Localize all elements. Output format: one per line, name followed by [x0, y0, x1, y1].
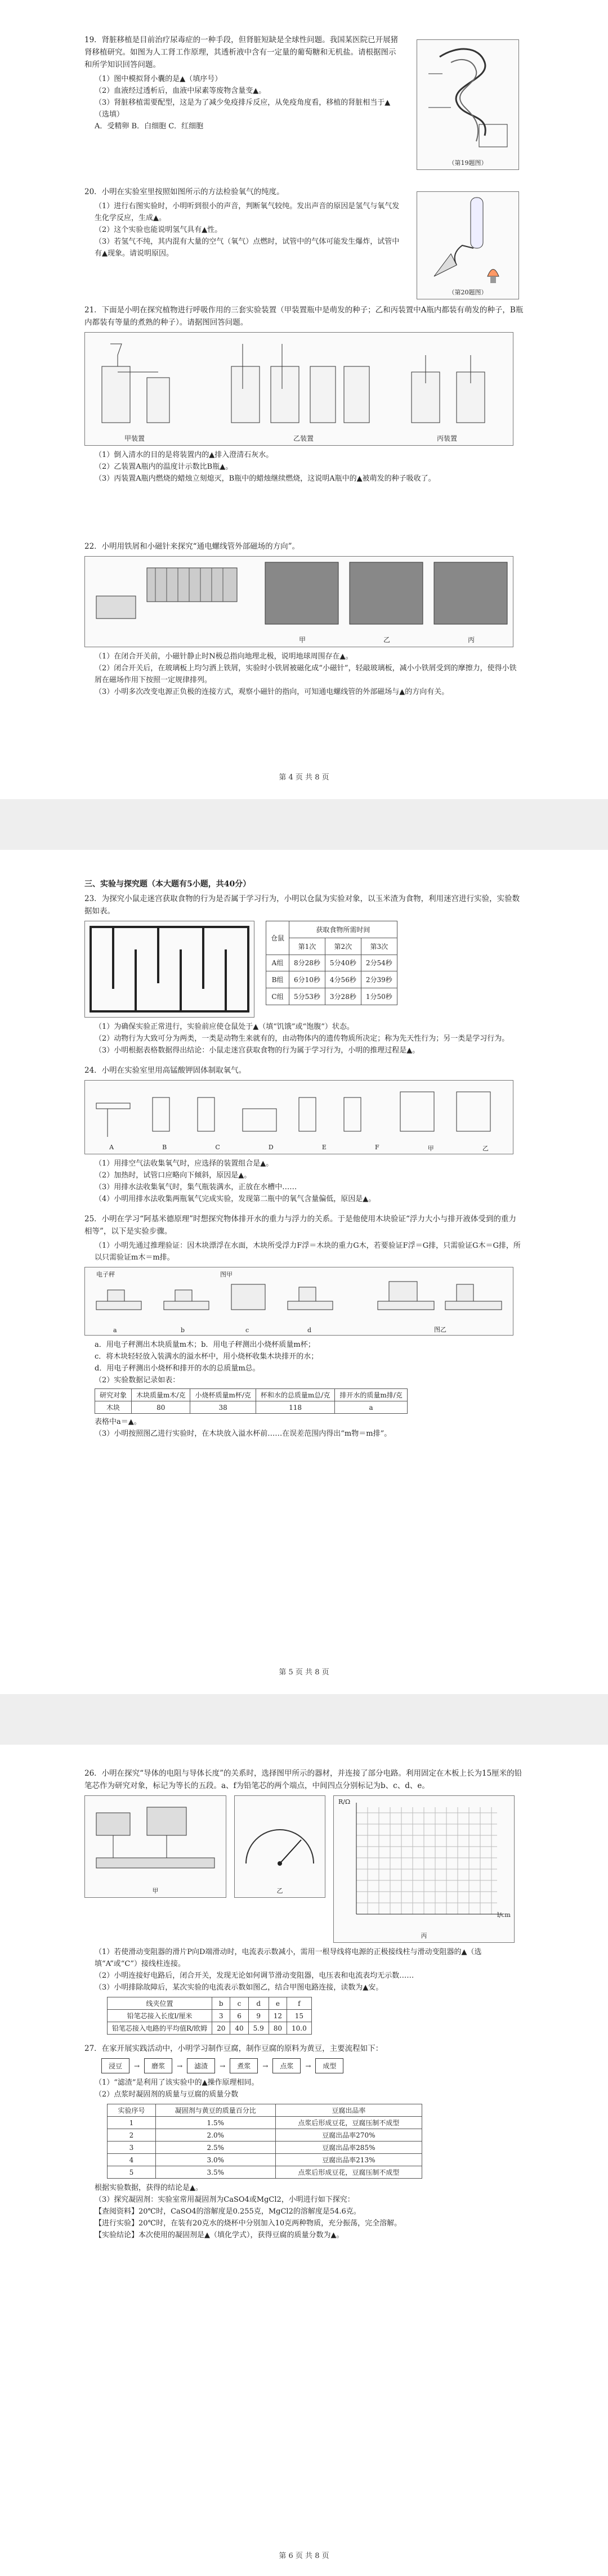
page-separator: [0, 1694, 608, 1745]
table-row: [95, 1401, 408, 1414]
q21-part3: （3）丙装置A瓶内燃烧的蜡烛立刻熄灭，B瓶中的蜡烛继续燃烧，这说明A瓶中的▲被萌发的种子吸收了。: [95, 474, 436, 483]
q20-part1: （1）进行右图实验时，小明听到很小的声音，判断氧气较纯。发出声音的原因是氢气与氧气发生化学反应，生成▲。: [95, 202, 400, 222]
q26-label-bing: 丙: [421, 1932, 427, 1939]
table-cell: 8分28秒: [289, 955, 325, 971]
q23-part3: （3）小明根据表格数据得出结论：小鼠走迷宫获取食物的行为属于学习行为，小明的推理过程是▲。: [95, 1046, 420, 1055]
q27-part3c: 【实验结论】本次使用的凝固剂是▲（填化学式），获得豆腐的质量分数为▲。: [95, 2231, 344, 2239]
table-header: 实验序号: [108, 2104, 156, 2117]
q27-conclusion: 根据实验数据，获得的结论是▲。: [95, 2184, 203, 2192]
q27-part3: （3）探究凝固剂：实验室常用凝固剂为CaSO4或MgCl2，小明进行如下探究：: [95, 2196, 355, 2204]
table-cell: B组: [266, 971, 289, 988]
table-cell: 5分40秒: [325, 955, 361, 971]
q23-table: [266, 921, 397, 1005]
q19-fig-caption: （第19题图）: [448, 159, 488, 167]
q23-th-2: 第2次: [325, 938, 361, 955]
q27-part3b: 【进行实验】20℃时，在装有20克水的烧杯中分别加入10克两种物质，充分振荡，完全溶解。: [95, 2219, 402, 2228]
q23-th-title: 获取食物所需时间: [289, 921, 397, 938]
q27-stem: 27．在家开展实践活动中，小明学习制作豆腐，制作豆腐的原料为黄豆，主要流程如下：: [84, 2044, 383, 2053]
table-cell: 6: [230, 2010, 248, 2022]
table-cell: 38: [190, 1401, 256, 1414]
q21-part1: （1）倒入清水的目的是将装置内的▲排入澄清石灰水。: [95, 451, 274, 459]
table-cell: 5分53秒: [289, 988, 325, 1005]
table-header: 排开水的质量m排/克: [335, 1389, 407, 1401]
q26-label-jia: 甲: [152, 1887, 159, 1894]
question-23: [84, 893, 524, 1056]
table-cell: 5: [108, 2166, 156, 2179]
q24-figure: [84, 1080, 513, 1154]
table-row: [108, 2166, 422, 2179]
q27-part1: （1）“滤渣”是利用了该实验中的▲操作原理相同。: [95, 2078, 259, 2087]
q22-stem: 22．小明用铁屑和小磁针来探究“通电螺线管外部磁场的方向”。: [84, 542, 299, 551]
circuit-diagram: [85, 1796, 226, 1886]
q21-label-jia: 甲装置: [124, 434, 145, 442]
table-cell: 豆腐出品率285%: [275, 2142, 422, 2154]
question-24: [84, 1064, 524, 1205]
q23-th-3: 第3次: [361, 938, 397, 955]
q21-label-bing: 丙装置: [437, 434, 458, 442]
q24-part4: （4）小明用排水法收集两瓶氧气完成实验，发现第二瓶中的氧气含量偏低，原因是▲。: [95, 1195, 376, 1203]
table-cell: 豆腐出品率270%: [275, 2129, 422, 2142]
q26-label-yi: 乙: [276, 1887, 283, 1894]
q25-part3: （3）小明按照图乙进行实验时，在木块放入溢水杯前……在误差范围内得出“m物＝m排”。: [95, 1430, 392, 1438]
table-cell: 20: [212, 2022, 230, 2035]
table-cell: 4分56秒: [325, 971, 361, 988]
q24-label: A: [109, 1144, 114, 1151]
r-l-graph: [334, 1796, 514, 1931]
table-cell: 1: [108, 2117, 156, 2129]
hydrogen-test-diagram: [417, 192, 518, 285]
table-cell: 铅笔芯接入电路的平均值R/欧姆: [108, 2022, 212, 2035]
maze-diagram: [85, 921, 254, 1017]
table-cell: 118: [256, 1401, 334, 1414]
q25-part1: （1）小明先通过推理验证：因木块漂浮在水面，木块所受浮力F浮＝木块的重力G木，若要验证F浮＝G排，只需验证G木＝G排，所以只需验证m木＝m排。: [95, 1242, 521, 1262]
question-22: [84, 540, 524, 698]
q22-figure: [84, 556, 513, 647]
question-26: [84, 1767, 524, 2035]
table-cell: 2.5%: [155, 2142, 275, 2154]
respiration-apparatus: [85, 333, 513, 431]
q26-graph-figure: [333, 1795, 515, 1943]
page4-footer: 第 4 页 共 8 页: [279, 773, 329, 782]
page-5: [84, 878, 524, 1440]
page-4: [84, 34, 524, 696]
q27-part3a: 【查阅资料】20℃时，CaSO4的溶解度是0.255克，MgCl2的溶解度是54.6克。: [95, 2207, 361, 2216]
q24-label: 甲: [427, 1145, 434, 1152]
table-header: d: [248, 1997, 269, 2010]
q22-label-jia: 甲: [299, 636, 306, 644]
q20-figure: [417, 191, 519, 299]
table-cell: 10.0: [287, 2022, 312, 2035]
q26-stem: 26．小明在探究“导体的电阻与导体长度”的关系时，选择图甲所示的器材，并连接了部分电路。利用固定在木板上长为15厘米的铅笔芯作为研究对象，标记为等长的五段。a、f为铅笔芯的两个端点，中间四点分别标记为b、c、d、e。: [84, 1769, 522, 1790]
flow-step: 煮浆: [230, 2058, 258, 2073]
q25-stem: 25．小明在学习“阿基米德原理”时想探究物体排开水的重力与浮力的关系。于是他使用木块验证“浮力大小与排开液体受到的重力相等”，以下是实验步骤。: [84, 1215, 516, 1236]
table-row: [266, 955, 397, 971]
q25-scale-label: 电子秤: [96, 1271, 115, 1278]
table-cell: 4: [108, 2154, 156, 2166]
table-cell: 1.5%: [155, 2117, 275, 2129]
q25-figure: [84, 1267, 513, 1336]
q25-label-c: c: [245, 1327, 249, 1334]
q24-label: C: [215, 1144, 220, 1151]
page-6: [84, 1767, 524, 2241]
table-cell: 15: [287, 2010, 312, 2022]
q25-step: c．将木块轻轻放入装满水的溢水杯中，用小烧杯收集木块排开的水；: [95, 1352, 319, 1361]
flow-step: 磨浆: [144, 2058, 172, 2073]
table-cell: a: [335, 1401, 407, 1414]
q25-fig-jia: 图甲: [220, 1271, 233, 1278]
q26-part2: （2）小明连接好电路后，闭合开关，发现无论如何调节滑动变阻器，电压表和电流表均无示数……: [95, 1972, 414, 1980]
q24-label: D: [268, 1144, 274, 1151]
flow-step: 滤渣: [187, 2058, 215, 2073]
solenoid-diagram: [85, 557, 513, 633]
q27-flowchart: 浸豆 → 磨浆 → 滤渣 → 煮浆 → 点浆 → 成型: [101, 2058, 524, 2073]
table-cell: 3.5%: [155, 2166, 275, 2179]
q19-part3: （3）肾脏移植需要配型，这是为了减少免疫排斥反应，从免疫角度看，移植的肾脏相当于▲（选填）: [95, 98, 391, 119]
table-row: [108, 2022, 312, 2035]
table-cell: 3分28秒: [325, 988, 361, 1005]
question-27: [84, 2042, 524, 2241]
q25-table-note: 表格中a＝▲。: [95, 1418, 141, 1426]
page-separator: [0, 799, 608, 850]
table-cell: 80: [132, 1401, 190, 1414]
table-cell: 1分50秒: [361, 988, 397, 1005]
table-cell: 豆腐出品率213%: [275, 2154, 422, 2166]
table-cell: 80: [269, 2022, 287, 2035]
table-cell: 40: [230, 2022, 248, 2035]
flow-step: 成型: [315, 2058, 343, 2073]
page6-footer: 第 6 页 共 8 页: [279, 2552, 329, 2560]
q20-stem: 20．小明在实验室里按照如图所示的方法检验氧气的纯度。: [84, 187, 284, 196]
q19-stem: 19．肾脏移植是目前治疗尿毒症的一种手段，但肾脏短缺是全球性问题。我国某医院已开展猪肾移植研究。如图为人工肾工作原理，其透析液中含有一定量的葡萄糖和无机盐。请根据图示和所学知识回答问题。: [84, 35, 399, 69]
q24-stem: 24．小明在实验室里用高锰酸钾固体制取氧气。: [84, 1066, 247, 1075]
kidney-dialysis-diagram: [417, 40, 518, 158]
q24-part1: （1）用排空气法收集氧气时，应选择的装置组合是▲。: [95, 1159, 274, 1168]
table-header: 线夹位置: [108, 1997, 212, 2010]
q24-part3: （3）用排水法收集氧气时，集气瓶装满水，正放在水槽中……: [95, 1183, 297, 1191]
q19-options: A．受精卵 B．白细胞 C．红细胞: [95, 122, 204, 131]
q25-label-a: a: [113, 1327, 117, 1334]
table-header: 木块质量m木/克: [132, 1389, 190, 1401]
q24-label: B: [162, 1144, 167, 1151]
table-cell: 6分10秒: [289, 971, 325, 988]
q21-label-yi: 乙装置: [293, 434, 314, 442]
q26-circuit-figure: [84, 1795, 226, 1898]
q26-part1: （1）若使滑动变阻器的滑片P向D端滑动时，电流表示数减小，需用一根导线将电源的正极接线柱与滑动变阻器的▲（选填“A”或“C”）接线柱连接。: [95, 1948, 482, 1968]
q25-step: a．用电子秤测出木块质量m木；b．用电子秤测出小烧杯质量m杯；: [95, 1341, 315, 1349]
flow-step: 浸豆: [101, 2058, 129, 2073]
table-header: 豆腐出品率: [275, 2104, 422, 2117]
q24-label: E: [321, 1144, 327, 1151]
q22-part1: （1）在闭合开关前，小磁针静止时N极总指向地理北极，说明地球周围存在▲。: [95, 652, 353, 661]
table-cell: 点浆后形成豆花，豆腐压制不成型: [275, 2117, 422, 2129]
q20-fig-caption: （第20题图）: [448, 289, 488, 296]
table-cell: 3.0%: [155, 2154, 275, 2166]
table-cell: 2.0%: [155, 2129, 275, 2142]
ammeter-dial: [235, 1796, 325, 1886]
question-19: [84, 34, 400, 132]
table-cell: 3: [212, 2010, 230, 2022]
table-cell: 9: [248, 2010, 269, 2022]
q25-label-d: d: [307, 1327, 312, 1334]
q21-part2: （2）乙装置A瓶内的温度计示数比B瓶▲。: [95, 463, 233, 471]
table-cell: C组: [266, 988, 289, 1005]
q21-stem: 21．下面是小明在探究植物进行呼吸作用的三套实验装置（甲装置瓶中是萌发的种子；乙和丙装置中A瓶内都装有萌发的种子，B瓶内都装有等量的煮熟的种子）。请据图回答问题。: [84, 306, 524, 327]
table-row: [266, 971, 397, 988]
table-cell: 2分54秒: [361, 955, 397, 971]
q19-part2: （2）血液经过透析后，血液中尿素等废物含量变▲。: [95, 87, 266, 95]
q24-label: 乙: [482, 1145, 489, 1152]
table-cell: 5.9: [248, 2022, 269, 2035]
table-header: b: [212, 1997, 230, 2010]
table-cell: 铅笔芯接入长度l/厘米: [108, 2010, 212, 2022]
q24-label: F: [375, 1144, 379, 1151]
table-row: [108, 2117, 422, 2129]
q23-part1: （1）为确保实验正常进行，实验前应使仓鼠处于▲（填“饥饿”或“饱腹”）状态。: [95, 1023, 354, 1031]
q26-table: [107, 1997, 312, 2035]
table-row: [108, 2129, 422, 2142]
table-cell: 点浆后形成豆花，豆腐压制不成型: [275, 2166, 422, 2179]
q25-step: d．用电子秤测出小烧杯和排开的水的总质量m总。: [95, 1364, 260, 1373]
page5-footer: 第 5 页 共 8 页: [279, 1668, 329, 1677]
question-25: [84, 1213, 524, 1440]
q26-graph-ylabel: R/Ω: [338, 1798, 351, 1806]
q19-part1: （1）图中模拟肾小囊的是▲（填序号）: [95, 75, 222, 83]
table-cell: 2分39秒: [361, 971, 397, 988]
q23-th-1: 第1次: [289, 938, 325, 955]
table-cell: 2: [108, 2129, 156, 2142]
q23-part2: （2）动物行为大致可分为两类，一类是动物生来就有的，由动物体内的遗传物质所决定；称为先天性行为；另一类是学习行为。: [95, 1034, 509, 1043]
q22-label-bing: 丙: [468, 636, 475, 644]
oxygen-apparatus: [85, 1081, 513, 1143]
table-row: [108, 2154, 422, 2166]
table-header: c: [230, 1997, 248, 2010]
q23-maze-figure: [84, 921, 254, 1018]
q20-part3: （3）若氢气不纯，其内混有大量的空气（氧气）点燃时，试管中的气体可能发生爆炸，试管中有▲现象。请说明原因。: [95, 238, 400, 258]
q19-figure: [417, 39, 519, 170]
q26-graph-xlabel: l/cm: [497, 1911, 511, 1919]
table-row: [108, 2010, 312, 2022]
q25-table: [95, 1388, 408, 1414]
q21-figure: [84, 332, 513, 446]
q25-label-b: b: [181, 1327, 185, 1334]
q26-ammeter-figure: [234, 1795, 325, 1898]
table-header: 小烧杯质量m杯/克: [190, 1389, 256, 1401]
table-header: 凝固剂与黄豆的质量百分比: [155, 2104, 275, 2117]
table-cell: 3: [108, 2142, 156, 2154]
table-row: [266, 988, 397, 1005]
q25-fig-yi: 图乙: [434, 1326, 446, 1333]
q27-table: [107, 2104, 422, 2179]
q23-th-mouse: 仓鼠: [266, 921, 289, 955]
q22-part3: （3）小明多次改变电源正负极的连接方式，观察小磁针的指向，可知通电螺线管的外部磁场与▲的方向有关。: [95, 688, 449, 696]
q24-part2: （2）加热时，试管口应略向下倾斜，原因是▲。: [95, 1171, 252, 1180]
q25-part2: （2）实验数据记录如表：: [95, 1376, 180, 1385]
question-20: [84, 186, 400, 259]
table-header: e: [269, 1997, 287, 2010]
section-title: 三、实验与探究题（本大题有5小题，共40分）: [84, 880, 251, 889]
table-header: 研究对象: [95, 1389, 132, 1401]
q22-part2: （2）闭合开关后，在玻璃板上均匀洒上铁屑，实验时小铁屑被磁化成“小磁针”，轻敲玻璃板，减小小铁屑受到的摩擦力，使得小铁屑在磁场作用下按照一定规律排列。: [95, 664, 517, 684]
table-cell: 12: [269, 2010, 287, 2022]
flow-step: 点浆: [272, 2058, 301, 2073]
q27-part2: （2）点浆时凝固剂的质量与豆腐的质量分数: [95, 2090, 239, 2099]
q22-label-yi: 乙: [383, 636, 391, 644]
question-21: [84, 304, 524, 485]
q23-stem: 23．为探究小鼠走迷宫获取食物的行为是否属于学习行为，小明以仓鼠为实验对象，以玉米渣为食物，利用迷宫进行实验，实验数据如表。: [84, 894, 520, 916]
balance-diagram: [85, 1267, 513, 1324]
table-cell: A组: [266, 955, 289, 971]
table-header: 杯和水的总质量m总/克: [256, 1389, 334, 1401]
q20-part2: （2）这个实验也能说明氢气具有▲性。: [95, 226, 222, 234]
table-header: f: [287, 1997, 312, 2010]
table-cell: 木块: [95, 1401, 132, 1414]
q26-part3: （3）小明排除故障后，某次实验的电流表示数如图乙，结合甲图电路连接，读数为▲安。: [95, 1983, 383, 1992]
table-row: [108, 2142, 422, 2154]
